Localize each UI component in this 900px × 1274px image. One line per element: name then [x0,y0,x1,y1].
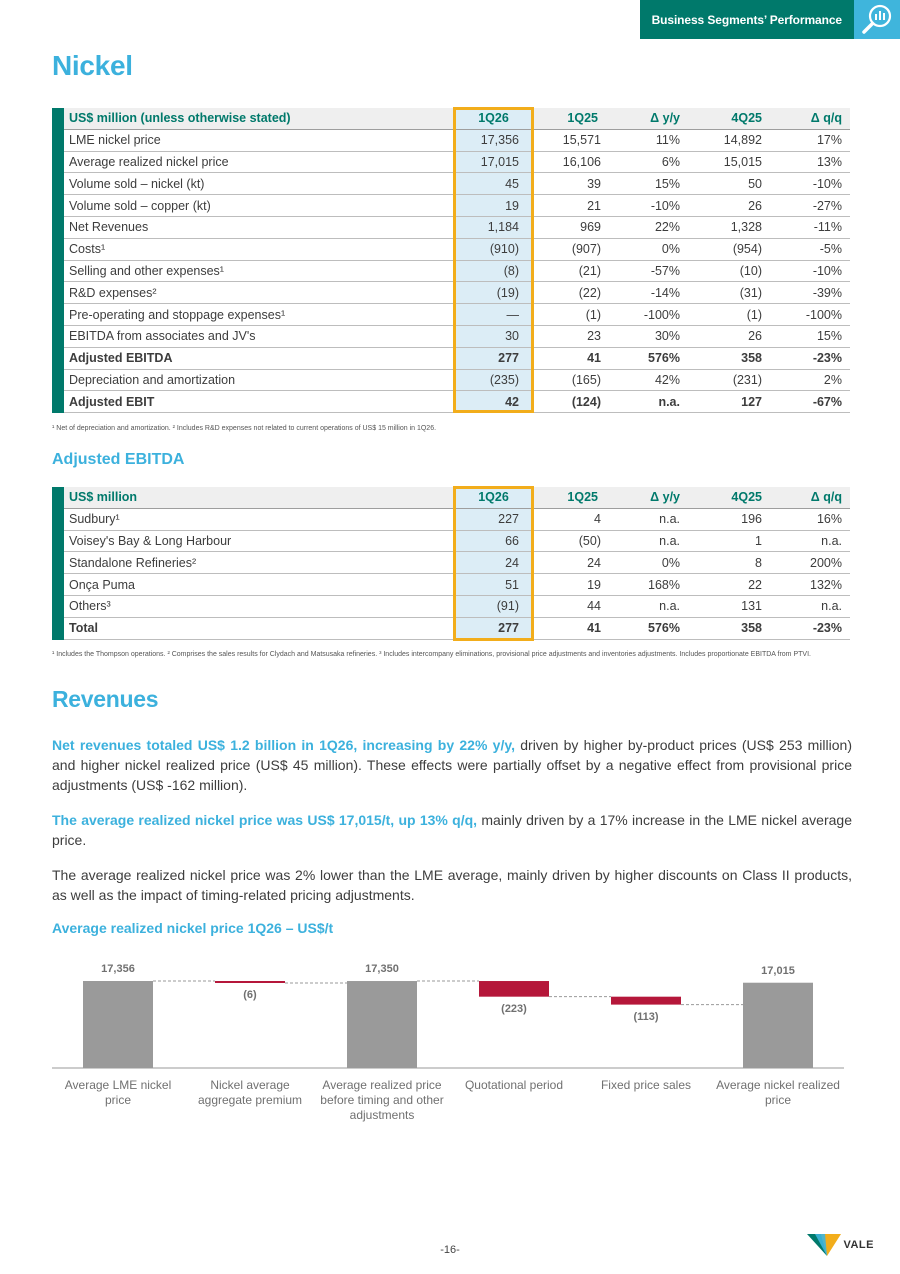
row-label: Adjusted EBITDA [69,351,173,366]
vale-logo [807,1232,874,1258]
table-cell: 39 [587,176,601,191]
table-cell: 17,356 [456,130,531,151]
row-label: Total [69,621,98,636]
table-cell: 15% [654,176,680,191]
table-cell: n.a. [659,599,680,614]
table-cell: (50) [578,533,601,548]
table-cell: n.a. [659,512,680,527]
table-row [64,282,850,304]
table-cell: 277 [456,348,531,369]
table-cell: (31) [739,285,762,300]
row-label: R&D expenses² [69,285,157,300]
table-row [64,326,850,348]
data-label: 17,356 [101,963,135,975]
row-label: Standalone Refineries² [69,555,197,570]
column-header: 1Q25 [567,490,598,505]
table-cell: 30 [456,326,531,347]
category-label: Nickel average aggregate premium [197,1078,303,1107]
table-cell: 30% [654,329,680,344]
table-cell: 969 [580,220,601,235]
table-cell: 2% [823,372,842,387]
table-cell: 42 [456,391,531,412]
table-cell: 227 [456,509,531,530]
data-label: (223) [501,1002,527,1015]
waterfall-bar [347,981,417,1068]
table-cell: -27% [812,198,842,213]
table-cell: 26 [748,198,762,213]
table-cell: 15,015 [723,154,762,169]
table-cell: -11% [813,220,842,235]
waterfall-bar [215,981,285,983]
table-cell: 15% [816,329,842,344]
column-header: 1Q26 [456,108,531,129]
table-cell: -23% [812,351,842,366]
table-cell: 11% [655,133,680,148]
table-cell: 21 [587,198,601,213]
waterfall-bar [743,983,813,1068]
category-label: Average realized price before timing and other adjustments [320,1078,444,1122]
table-row [64,261,850,283]
table-row [64,130,850,152]
row-label: Pre-operating and stoppage expenses¹ [69,307,286,322]
table-row [64,152,850,174]
category-label: Average LME nickel price [64,1078,172,1107]
vale-logo-icon [807,1232,841,1258]
table-cell: 127 [741,394,762,409]
table-cell: 15,571 [562,133,601,148]
table-cell: 1,328 [730,220,762,235]
chart-magnifier-icon [854,0,900,39]
table-cell: 44 [587,599,601,614]
revenues-paragraph-1 [52,735,852,795]
revenues-highlight-2: The average realized nickel price was US$ 17,015/t, up 13% q/q, [52,812,478,828]
table-cell: -39% [812,285,842,300]
table-cell: -10% [812,176,842,191]
table-cell: 358 [741,621,762,636]
table-cell: 576% [648,621,680,636]
table-cell: 50 [748,176,762,191]
table-cell: 0% [661,555,680,570]
table-cell: 17% [816,133,842,148]
table-cell: 14,892 [723,133,762,148]
table-cell: 16% [816,512,842,527]
vale-logo-text: VALE [843,1239,874,1251]
table-cell: 168% [648,577,680,592]
table-cell: 19 [587,577,601,592]
row-label: Net Revenues [69,220,149,235]
column-header: Δ q/q [810,111,842,126]
table-row [64,370,850,392]
table-cell: 42% [654,372,680,387]
table-row [64,618,850,640]
adjusted-ebitda-table [52,487,850,640]
table-cell: 196 [741,512,762,527]
table-cell: -14% [650,285,680,300]
column-header: 4Q25 [731,490,762,505]
table-cell: (165) [571,372,601,387]
table-row [64,552,850,574]
table-cell: 16,106 [562,154,601,169]
table-cell: 41 [587,351,601,366]
revenues-highlight-1: Net revenues totaled US$ 1.2 billion in 1Q26, increasing by 22% y/y, [52,737,515,753]
table-cell: 24 [587,555,601,570]
table-cell: 26 [748,329,762,344]
table-cell: (19) [456,282,531,303]
page-number: -16- [440,1244,460,1256]
row-label: Onça Puma [69,577,136,592]
waterfall-chart-svg [52,955,852,1075]
column-header: 4Q25 [731,111,762,126]
table-cell: (91) [456,596,531,617]
row-label: LME nickel price [69,133,161,148]
row-label: Costs¹ [69,242,106,257]
waterfall-bar [479,981,549,997]
table-row [64,304,850,326]
table-cell: 8 [755,555,762,570]
table-cell: (231) [732,372,762,387]
table-cell: -57% [650,263,680,278]
table-cell: 51 [456,574,531,595]
table-cell: (124) [571,394,601,409]
table-cell: n.a. [659,533,680,548]
table-cell: (8) [456,261,531,282]
section-badge [640,0,900,39]
table-cell: — [456,304,531,325]
table-cell: 17,015 [456,152,531,173]
table-cell: -23% [812,621,842,636]
table-cell: 132% [810,577,842,592]
table-row [64,574,850,596]
table-row [64,596,850,618]
table-cell: n.a. [821,599,842,614]
table-cell: -67% [812,394,842,409]
table-cell: n.a. [658,394,680,409]
table-cell: -100% [643,307,680,322]
waterfall-bar [83,981,153,1068]
row-label: Selling and other expenses¹ [69,263,224,278]
table-cell: 4 [594,512,601,527]
chart-title: Average realized nickel price 1Q26 – US$/t [52,920,334,936]
table-cell: (1) [746,307,762,322]
table-cell: 24 [456,552,531,573]
data-label: (6) [243,989,257,1001]
column-header: Δ y/y [650,111,680,126]
category-label: Fixed price sales [600,1078,692,1092]
table-cell: 6% [661,154,680,169]
table-cell: 1,184 [456,217,531,238]
adjusted-ebitda-title: Adjusted EBITDA [52,451,185,468]
row-label: Depreciation and amortization [69,372,236,387]
table-cell: 576% [648,351,680,366]
table-header-row [64,108,850,130]
row-label: Adjusted EBIT [69,394,155,409]
table-cell: 0% [661,242,680,257]
table-cell: n.a. [821,533,842,548]
table-cell: 66 [456,531,531,552]
table-cell: -10% [650,198,680,213]
table-cell: -5% [819,242,842,257]
table-cell: 45 [456,173,531,194]
section-badge-label: Business Segments’ Performance [640,0,854,39]
revenues-title: Revenues [52,686,159,712]
revenues-paragraph-3: The average realized nickel price was 2% lower than the LME average, mainly driven by higher discounts on Class II products, as well as the impact of timing-related pricing adjustments. [52,867,852,903]
waterfall-chart [52,955,852,1135]
nickel-table-footnote: ¹ Net of depreciation and amortization. ² Includes R&D expenses not related to current operations of US$ 15 million in 1Q26. [52,425,437,432]
table-cell: (22) [578,285,601,300]
table-cell: (21) [578,263,601,278]
category-label: Average nickel realized price [716,1078,840,1107]
table-cell: -100% [805,307,842,322]
table-cell: 22% [654,220,680,235]
row-label: EBITDA from associates and JV's [69,329,256,344]
table-cell: (235) [456,370,531,391]
table-row [64,239,850,261]
column-header: US$ million [69,490,138,505]
table-cell: (10) [739,263,762,278]
revenues-text-1: driven by higher by-product prices (US$ 253 million) and higher nickel realized price (US$ 45 million). These effects were partially offset by a negative effect from provisional price adjustments (US$ -162 million). [52,737,852,793]
table-row [64,348,850,370]
table-cell: (954) [732,242,762,257]
table-row [64,173,850,195]
column-header: Δ y/y [650,490,680,505]
row-label: Others³ [69,599,111,614]
row-label: Average realized nickel price [69,154,229,169]
table-cell: 41 [587,621,601,636]
nickel-table [52,108,850,413]
column-header: Δ q/q [810,490,842,505]
row-label: Volume sold – copper (kt) [69,198,211,213]
column-header: 1Q25 [567,111,598,126]
table-cell: (1) [585,307,601,322]
revenues-text-2: mainly driven by a 17% increase in the LME nickel average price. [52,812,852,848]
category-label: Quotational period [464,1078,564,1092]
table-row [64,391,850,413]
data-label: (113) [633,1010,659,1023]
table-cell: (910) [456,239,531,260]
table-cell: 131 [741,599,762,614]
revenues-paragraph-2 [52,810,852,850]
table-row [64,195,850,217]
table-cell: 23 [587,329,601,344]
table-cell: (907) [571,242,601,257]
table-header-row [64,487,850,509]
table-row [64,509,850,531]
table-row [64,217,850,239]
row-label: Voisey's Bay & Long Harbour [69,533,232,548]
row-label: Volume sold – nickel (kt) [69,176,205,191]
waterfall-bar [611,997,681,1005]
table-row [64,531,850,553]
table-cell: 1 [755,533,762,548]
table-cell: -10% [812,263,842,278]
table-cell: 358 [741,351,762,366]
table-cell: 22 [748,577,762,592]
row-label: Sudbury¹ [69,512,120,527]
column-header: 1Q26 [456,487,531,508]
page-title: Nickel [52,50,133,81]
data-label: 17,350 [365,963,399,976]
data-label: 17,015 [761,964,795,977]
table-cell: 13% [816,154,842,169]
table-cell: 277 [456,618,531,639]
table-cell: 200% [810,555,842,570]
adjusted-ebitda-footnote: ¹ Includes the Thompson operations. ² Comprises the sales results for Clydach and Matsusaka refineries. ³ Includes intercompany eliminations, provisional price adjustments and inventories adjustments. Includes proportionate EBITDA from PTVI. [52,651,811,658]
table-cell: 19 [456,195,531,216]
column-header: US$ million (unless otherwise stated) [69,111,291,126]
